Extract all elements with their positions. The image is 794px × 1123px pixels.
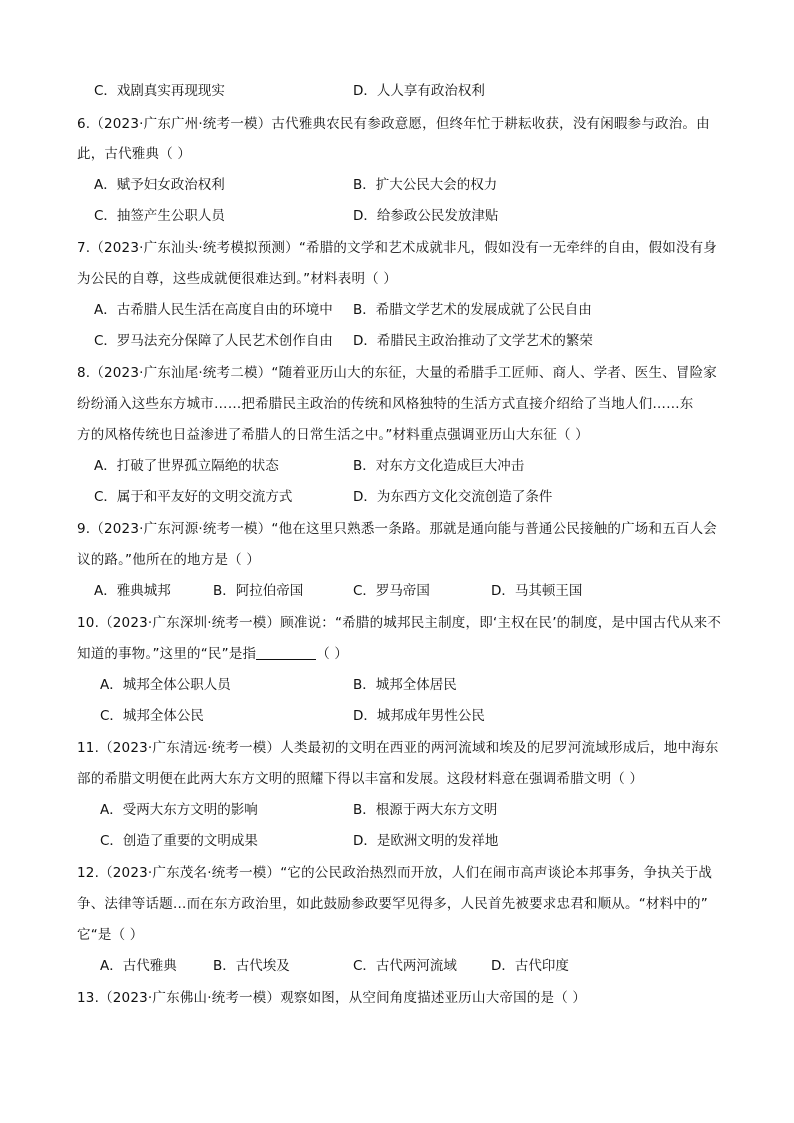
q10-option-c: C．城邦全体公民 <box>100 708 204 724</box>
q11-option-c: C．创造了重要的文明成果 <box>100 833 258 849</box>
q8-stem-line1: 8.（2023·广东汕尾·统考二模）“随着亚历山大的东征，大量的希腊手工匠师、商人、学者、医生、冒险家 <box>77 365 718 381</box>
q12-stem-line2: 争、法律等话题…而在东方政治里，如此鼓励参政要罕见得多，人民首先被要求忠君和顺从。“材料中的” <box>77 896 708 912</box>
q5-option-c: C．戏剧真实再现现实 <box>94 83 225 99</box>
q9-option-a: A．雅典城邦 <box>94 583 171 599</box>
q11-stem-line2: 部的希腊文明便在此两大东方文明的照耀下得以丰富和发展。这段材料意在强调希腊文明（ ） <box>77 771 644 787</box>
q12-stem-line1: 12.（2023·广东茂名·统考一模）“它的公民政治热烈而开放，人们在闹市高声谈论本邦事务，争执关于战 <box>77 865 713 881</box>
q11-option-d: D．是欧洲文明的发祥地 <box>353 833 499 849</box>
q11-option-b: B．根源于两大东方文明 <box>353 802 498 818</box>
q7-option-b: B．希腊文学艺术的发展成就了公民自由 <box>353 302 592 318</box>
q12-option-b: B．古代埃及 <box>213 958 290 974</box>
q6-option-a: A．赋予妇女政治权利 <box>94 177 225 193</box>
q13-stem-line1: 13.（2023·广东佛山·统考一模）观察如图，从空间角度描述亚历山大帝国的是（ ） <box>77 990 587 1006</box>
q11-stem-line1: 11.（2023·广东清远·统考一模）人类最初的文明在西亚的两河流域和埃及的尼罗河流域形成后，地中海东 <box>77 740 719 756</box>
answer-blank <box>256 645 316 660</box>
q7-stem-line1: 7.（2023·广东汕头·统考模拟预测）“希腊的文学和艺术成就非凡，假如没有一无牵绊的自由，假如没有身 <box>77 240 718 256</box>
q12-stem-line3: 它“是（ ） <box>77 927 144 943</box>
q6-option-d: D．给参政公民发放津贴 <box>353 208 499 224</box>
q6-option-b: B．扩大公民大会的权力 <box>353 177 498 193</box>
q12-option-a: A．古代雅典 <box>100 958 177 974</box>
q7-option-a: A．古希腊人民生活在高度自由的环境中 <box>94 302 333 318</box>
q5-option-d: D．人人享有政治权利 <box>353 83 485 99</box>
q10-stem-line1: 10.（2023·广东深圳·统考一模）顾准说：“希腊的城邦民主制度，即‘主权在民’的制度，是中国古代从来不 <box>77 615 722 631</box>
q9-option-d: D．马其顿王国 <box>491 583 583 599</box>
q10-stem-line2 <box>77 644 348 664</box>
q7-option-d: D．希腊民主政治推动了文学艺术的繁荣 <box>353 333 593 349</box>
q12-option-c: C．古代两河流域 <box>353 958 457 974</box>
q9-stem-line1: 9.（2023·广东河源·统考一模）“他在这里只熟悉一条路。那就是通向能与普通公民接触的广场和五百人会 <box>77 521 718 537</box>
q10-option-b: B．城邦全体居民 <box>353 677 457 693</box>
q6-option-c: C．抽签产生公职人员 <box>94 208 225 224</box>
q8-option-d: D．为东西方文化交流创造了条件 <box>353 489 553 505</box>
q9-option-b: B．阿拉伯帝国 <box>213 583 304 599</box>
q9-option-c: C．罗马帝国 <box>353 583 430 599</box>
q11-option-a: A．受两大东方文明的影响 <box>100 802 258 818</box>
q12-option-d: D．古代印度 <box>491 958 569 974</box>
q9-stem-line2: 议的路。”他所在的地方是（ ） <box>77 552 261 568</box>
q10-paren: （ ） <box>316 646 349 662</box>
q8-stem-line3: 方的风格传统也日益渗进了希腊人的日常生活之中。”材料重点强调亚历山大东征（ ） <box>77 427 589 443</box>
q10-option-d: D．城邦成年男性公民 <box>353 708 485 724</box>
q8-option-a: A．打破了世界孤立隔绝的状态 <box>94 458 279 474</box>
q6-stem-line2: 此，古代雅典（ ） <box>77 146 192 162</box>
q7-option-c: C．罗马法充分保障了人民艺术创作自由 <box>94 333 333 349</box>
q8-option-b: B．对东方文化造成巨大冲击 <box>353 458 525 474</box>
q8-stem-line2: 纷纷涌入这些东方城市……把希腊民主政治的传统和风格独特的生活方式直接介绍给了当地人们……东 <box>77 396 694 412</box>
q6-stem-line1: 6.（2023·广东广州·统考一模）古代雅典农民有参政意愿，但终年忙于耕耘收获，没有闲暇参与政治。由 <box>77 116 710 132</box>
q7-stem-line2: 为公民的自尊，这些成就便很难达到。”材料表明（ ） <box>77 271 398 287</box>
q10-option-a: A．城邦全体公职人员 <box>100 677 231 693</box>
q10-stem-text: 知道的事物。”这里的“民”是指 <box>77 646 257 662</box>
q8-option-c: C．属于和平友好的文明交流方式 <box>94 489 293 505</box>
